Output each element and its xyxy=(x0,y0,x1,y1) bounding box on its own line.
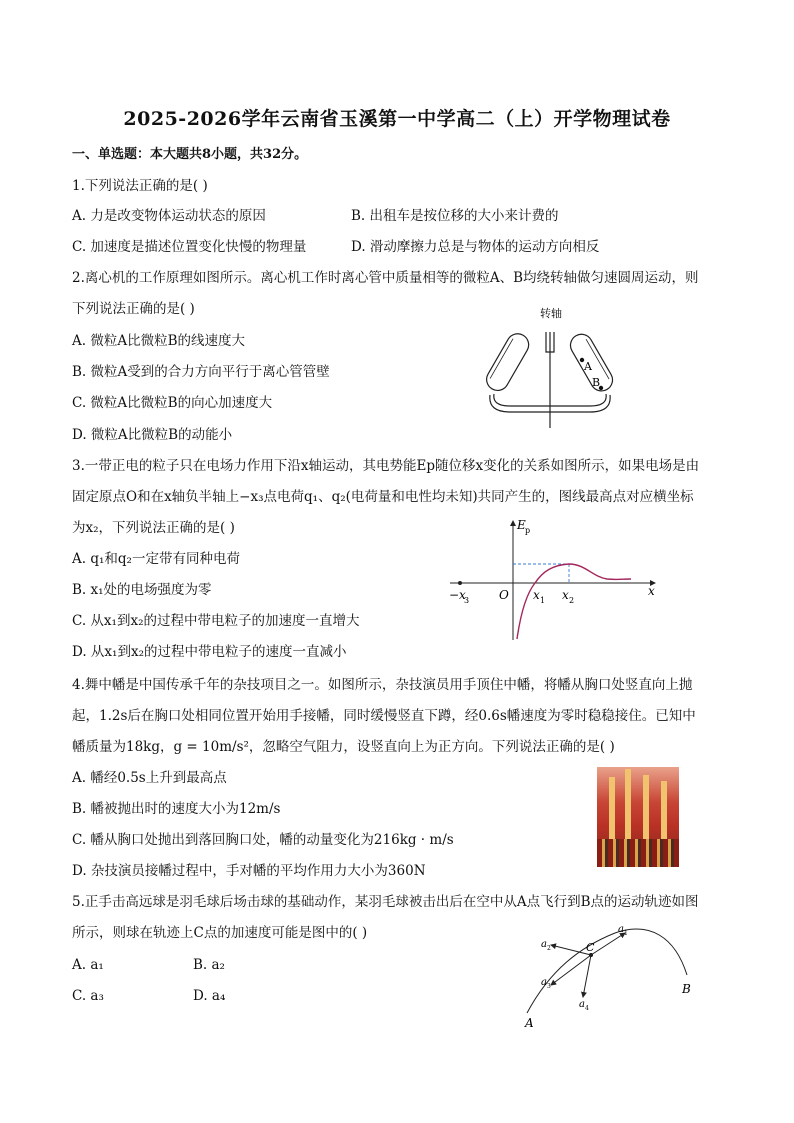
left-tube xyxy=(483,330,533,395)
q2-option-c: C. 微粒A比微粒B的向心加速度大 xyxy=(72,395,273,411)
axis-label: 转轴 xyxy=(540,307,562,320)
section-heading: 一、单选题：本大题共8小题，共32分。 xyxy=(72,147,308,162)
a3-label: a xyxy=(541,977,547,988)
trajectory-curve xyxy=(527,929,687,1013)
q2-option-d: D. 微粒A比微粒B的动能小 xyxy=(72,427,233,443)
zhongfan-photo xyxy=(597,767,679,867)
ep-x-graph xyxy=(445,515,665,645)
x-axis-label: x xyxy=(648,584,655,598)
a2-label: a xyxy=(541,939,547,950)
vector-a2 xyxy=(551,945,591,955)
q2-stem-line1: 2.离心机的工作原理如图所示。离心机工作时离心管中质量相等的微粒A、B均绕转轴做匀速圆周运动，则 xyxy=(72,270,699,286)
a4-label-sub: 4 xyxy=(585,1005,589,1012)
q5-stem-line1: 5.正手击高远球是羽毛球后场击球的基础动作，某羽毛球被击出后在空中从A点飞行到B点的运动轨迹如图 xyxy=(72,894,699,910)
q5-option-a: A. a₁ xyxy=(72,957,104,973)
neg-x3-point xyxy=(458,581,462,585)
q1-option-d: D. 滑动摩擦力总是与物体的运动方向相反 xyxy=(351,239,600,255)
q4-option-b: B. 幡被抛出时的速度大小为12m/s xyxy=(72,801,281,817)
shuttlecock-trajectory-figure xyxy=(505,915,720,1033)
q4-option-d: D. 杂技演员接幡过程中，手对幡的平均作用力大小为360N xyxy=(72,863,426,879)
q4-stem-line2: 起，1.2s后在胸口处相同位置开始用手接幡，同时缓慢竖直下蹲，经0.6s幡速度为零时稳稳接住。已知中 xyxy=(72,708,696,724)
q5-stem-line2: 所示，则球在轨迹上C点的加速度可能是图中的( ) xyxy=(72,925,368,941)
x1-label: x xyxy=(533,588,540,602)
q4-stem-line1: 4.舞中幡是中国传承千年的杂技项目之一。如图所示，杂技演员用手顶住中幡，将幡从胸口处竖直向上抛 xyxy=(72,677,693,693)
q4-option-c: C. 幡从胸口处抛出到落回胸口处，幡的动量变化为216kg · m/s xyxy=(72,832,454,848)
a4-label: a xyxy=(579,999,585,1010)
centrifuge-figure xyxy=(480,300,630,430)
q1-option-a: A. 力是改变物体运动状态的原因 xyxy=(72,208,266,224)
q2-stem-line2: 下列说法正确的是( ) xyxy=(72,301,195,317)
a1-label-sub: 1 xyxy=(624,930,628,937)
a3-label-sub: 3 xyxy=(547,983,551,990)
q4-stem-line3: 幡质量为18kg，g = 10m/s²，忽略空气阻力，设竖直向上为正方向。下列说法正确的是( ) xyxy=(72,739,615,755)
q5-option-b: B. a₂ xyxy=(193,957,225,973)
q2-option-a: A. 微粒A比微粒B的线速度大 xyxy=(72,333,246,349)
particle-a-label: A xyxy=(584,360,592,373)
q5-option-d: D. a₄ xyxy=(193,988,226,1004)
q3-stem-line3: 为x₂，下列说法正确的是( ) xyxy=(72,520,235,536)
page-title: 2025-2026学年云南省玉溪第一中学高二（上）开学物理试卷 xyxy=(123,108,671,130)
q1-stem: 1.下列说法正确的是( ) xyxy=(72,178,208,194)
x2-label-sub: 2 xyxy=(569,596,575,605)
vector-a4 xyxy=(583,955,591,997)
vector-a3 xyxy=(551,955,591,985)
a2-label-sub: 2 xyxy=(547,945,551,952)
point-c-label: C xyxy=(586,941,595,954)
x2-label: x xyxy=(562,588,569,602)
q4-option-a: A. 幡经0.5s上升到最高点 xyxy=(72,770,227,786)
neg-x3-label: −x xyxy=(449,588,466,602)
q3-option-b: B. x₁处的电场强度为零 xyxy=(72,582,212,598)
origin-label: O xyxy=(499,588,509,602)
q3-option-a: A. q₁和q₂一定带有同种电荷 xyxy=(72,551,240,567)
point-a-label: A xyxy=(525,1016,534,1030)
ep-axis-label-sub: p xyxy=(525,526,531,535)
x1-label-sub: 1 xyxy=(540,596,546,605)
q3-stem-line2: 固定原点O和在x轴负半轴上−x₃点电荷q₁、q₂(电荷量和电性均未知)共同产生的，图线最高点对应横坐标 xyxy=(72,489,694,505)
particle-b-label: B xyxy=(592,376,601,389)
q5-option-c: C. a₃ xyxy=(72,988,104,1004)
q3-option-d: D. 从x₁到x₂的过程中带电粒子的速度一直减小 xyxy=(72,644,347,660)
point-b-label: B xyxy=(682,982,691,996)
q3-stem-line1: 3.一带正电的粒子只在电场力作用下沿x轴运动，其电势能Ep随位移x变化的关系如图所示，如果电场是由 xyxy=(72,458,700,474)
a1-label: a xyxy=(618,924,624,935)
q2-option-b: B. 微粒A受到的合力方向平行于离心管管壁 xyxy=(72,364,330,380)
ep-axis-label: E xyxy=(517,518,526,532)
neg-x3-label-sub: 3 xyxy=(464,596,470,605)
q1-option-c: C. 加速度是描述位置变化快慢的物理量 xyxy=(72,239,307,255)
q3-option-c: C. 从x₁到x₂的过程中带电粒子的加速度一直增大 xyxy=(72,613,360,629)
q1-option-b: B. 出租车是按位移的大小来计费的 xyxy=(351,208,559,224)
